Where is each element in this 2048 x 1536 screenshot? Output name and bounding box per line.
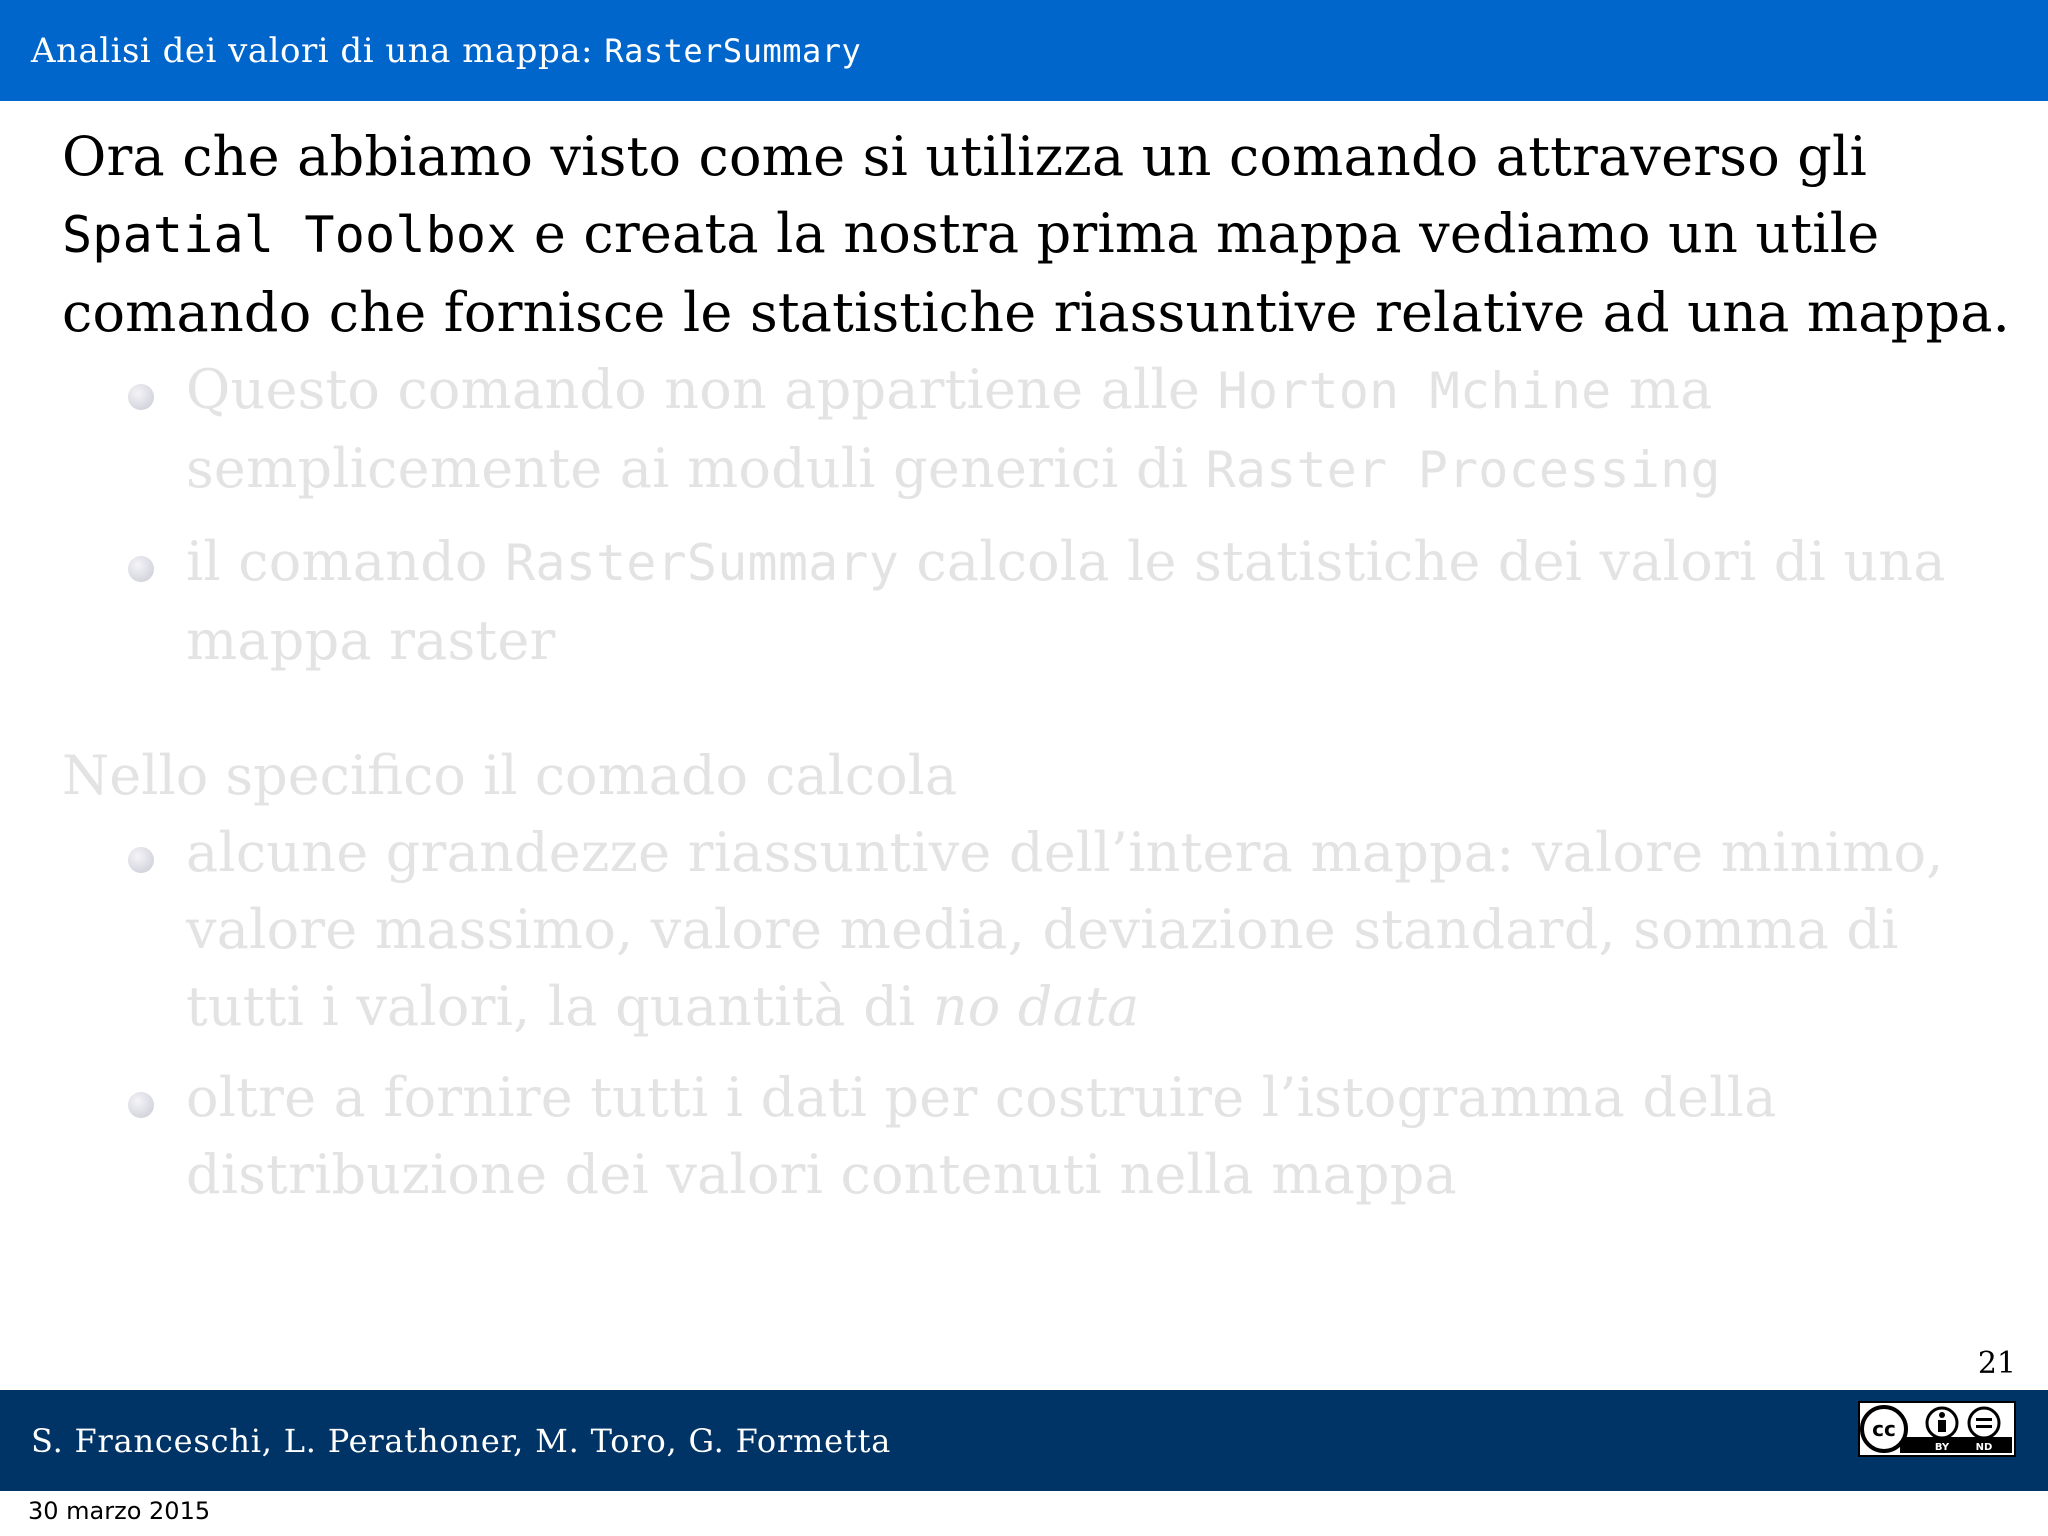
cc-by-label: BY — [1934, 1442, 1950, 1453]
intro-text-1: Ora che abbiamo visto come si utilizza un comando attraverso gli — [62, 125, 1867, 188]
footer-authors: S. Franceschi, L. Perathoner, M. Toro, G. Formetta — [31, 1421, 892, 1460]
bullet-icon — [128, 847, 154, 873]
bullet-code-raster-processing: Raster Processing — [1205, 441, 1721, 499]
slide-footer — [0, 1390, 2048, 1491]
intro-text-2: e creata la nostra prima mappa vediamo un utile comando che fornisce le statistiche riassuntive relative ad una mappa. — [62, 202, 2010, 344]
list-item — [124, 814, 2012, 1045]
bullet-italic-no-data: no data — [932, 975, 1140, 1038]
bullet-icon — [128, 384, 154, 410]
footer-date: 30 marzo 2015 — [28, 1497, 211, 1525]
slide-header — [0, 0, 2048, 101]
bullet-code-horton: Horton Mchine — [1217, 362, 1612, 420]
bullet-text-1: Questo comando non appartiene alle — [186, 358, 1218, 421]
list-item — [124, 523, 2012, 679]
bullet-list-computations — [62, 814, 2012, 1213]
bullet-icon — [128, 1092, 154, 1118]
slide-title-code: RasterSummary — [604, 31, 862, 70]
cc-nd-label: ND — [1975, 1442, 1993, 1453]
section-intro: Nello specifico il comado calcola — [62, 744, 958, 807]
bullet-text-1: oltre a fornire tutti i dati per costruire l’istogramma della distribuzione dei valori contenuti nella mappa — [186, 1066, 1777, 1206]
slide-content — [62, 118, 2012, 1213]
list-item — [124, 351, 2012, 509]
bullet-text-1: il comando — [186, 530, 506, 593]
bullet-icon — [128, 556, 154, 582]
intro-code-spatial-toolbox: Spatial Toolbox — [62, 206, 517, 264]
svg-text:cc: cc — [1872, 1417, 1896, 1441]
slide-title — [31, 31, 861, 71]
bullet-list-command-info — [62, 351, 2012, 679]
page-number: 21 — [1977, 1346, 2016, 1381]
bullet-code-rastersummary: RasterSummary — [505, 534, 900, 592]
slide-title-text: Analisi dei valori di una mappa: — [31, 30, 605, 71]
list-item — [124, 1059, 2012, 1213]
cc-by-nd-license-icon — [1858, 1401, 2016, 1457]
cc-license-graphic — [1860, 1403, 2014, 1455]
bullet-text-2: calcola le statistiche dei valori di una mappa raster — [186, 530, 1946, 672]
intro-paragraph — [62, 118, 2012, 351]
bullet-text-1: alcune grandezze riassuntive dell’intera mappa: valore minimo, valore massimo, valore media, deviazione standard, somma di tutti i valori, la quantità di — [186, 821, 1944, 1038]
bullet-text-2: ma semplicemente ai moduli generici di — [186, 358, 1713, 500]
